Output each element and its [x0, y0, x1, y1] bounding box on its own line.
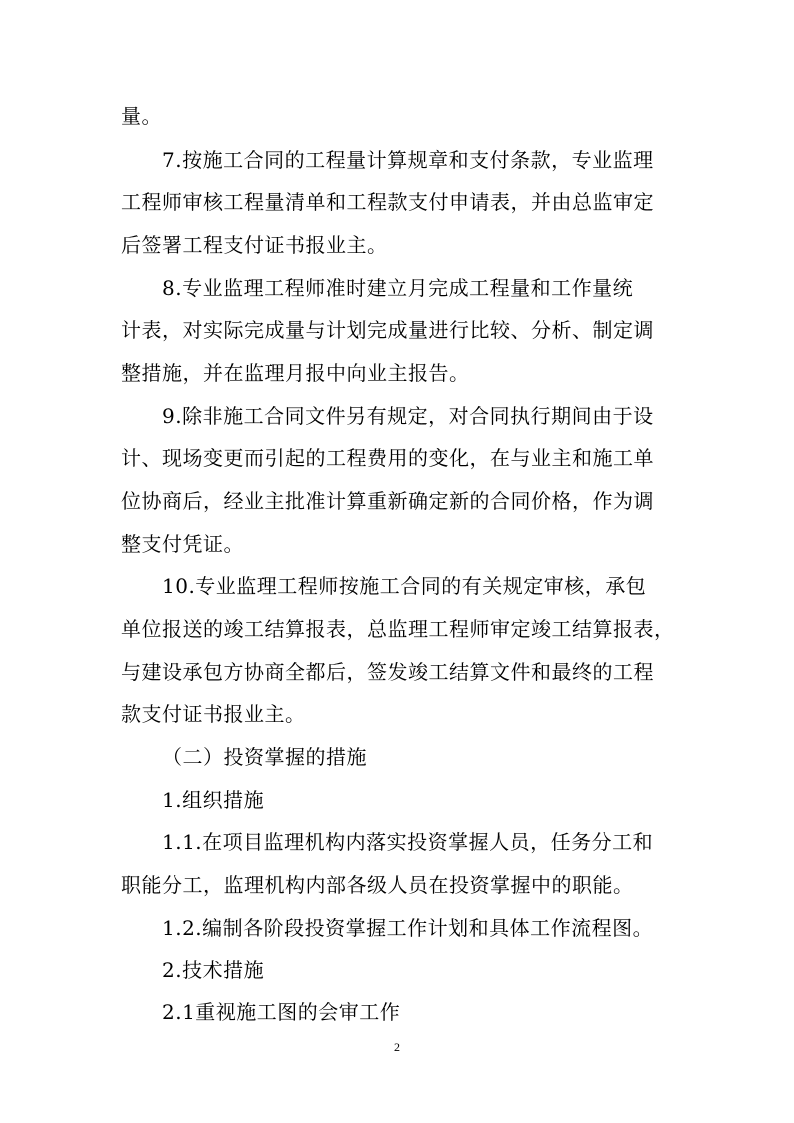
- text-line: 计表，对实际完成量与计划完成量进行比较、分析、制定调: [121, 318, 654, 342]
- page-number: 2: [394, 1040, 400, 1054]
- text-line: 款支付证书报业主。: [121, 702, 306, 726]
- text-line: 10.专业监理工程师按施工合同的有关规定审核，承包: [162, 574, 647, 598]
- text-line: 1.2.编制各阶段投资掌握工作计划和具体工作流程图。: [162, 916, 654, 940]
- text-line: 与建设承包方协商全都后，签发竣工结算文件和最终的工程: [121, 660, 654, 684]
- text-line: 7.按施工合同的工程量计算规章和支付条款，专业监理: [162, 148, 654, 172]
- section-heading: （二）投资掌握的措施: [162, 745, 367, 769]
- text-line: 1.1.在项目监理机构内落实投资掌握人员，任务分工和: [162, 830, 654, 854]
- text-line: 单位报送的竣工结算报表，总监理工程师审定竣工结算报表，: [121, 617, 675, 641]
- text-line: 职能分工，监理机构内部各级人员在投资掌握中的职能。: [121, 873, 634, 897]
- text-line: 9.除非施工合同文件另有规定，对合同执行期间由于设: [162, 404, 654, 428]
- text-line: 8.专业监理工程师准时建立月完成工程量和工作量统: [162, 276, 634, 300]
- text-line: 整支付凭证。: [121, 532, 244, 556]
- text-line: 整措施，并在监理月报中向业主报告。: [121, 361, 470, 385]
- text-line: 量。: [121, 104, 162, 128]
- text-line: 后签署工程支付证书报业主。: [121, 233, 388, 257]
- text-line: 2.技术措施: [162, 958, 265, 982]
- text-line: 位协商后，经业主批准计算重新确定新的合同价格，作为调: [121, 489, 654, 513]
- text-line: 1.组织措施: [162, 788, 265, 812]
- text-line: 2.1重视施工图的会审工作: [162, 1000, 401, 1024]
- text-line: 工程师审核工程量清单和工程款支付申请表，并由总监审定: [121, 190, 654, 214]
- text-line: 计、现场变更而引起的工程费用的变化，在与业主和施工单: [121, 446, 654, 470]
